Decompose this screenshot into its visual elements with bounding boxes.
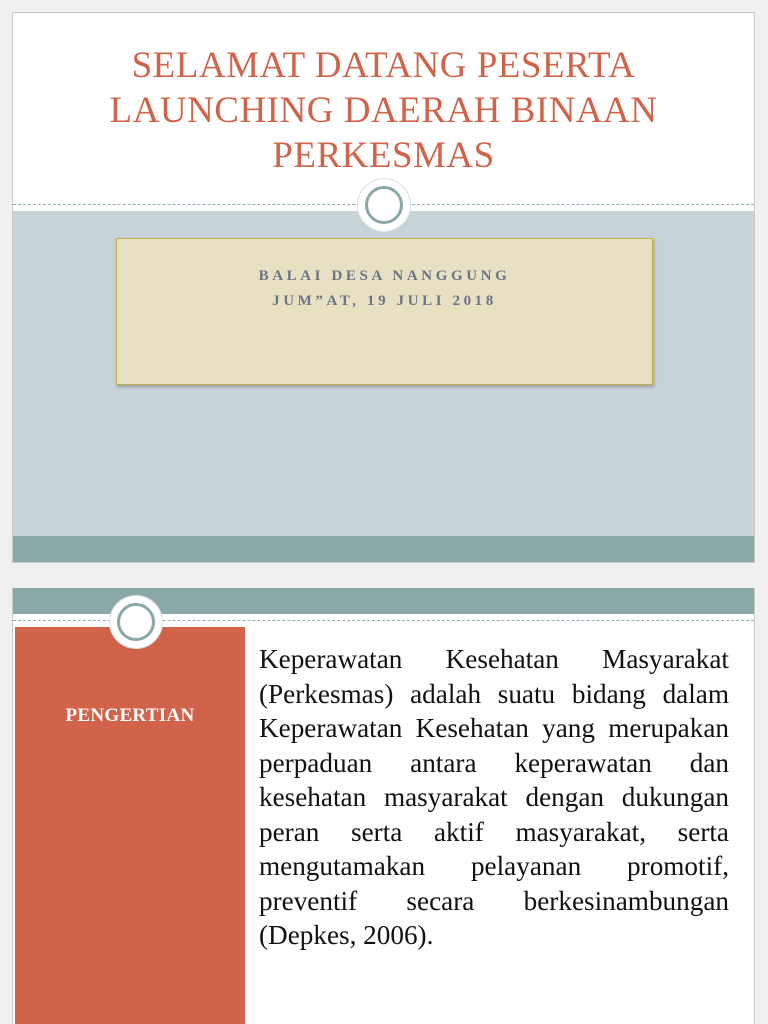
title-slide <box>12 12 755 563</box>
slide-title-line: PERKESMAS <box>272 135 495 176</box>
footer-bar <box>13 536 754 563</box>
definition-slide <box>12 588 755 1024</box>
ring-icon <box>110 596 162 648</box>
slide-title-line: SELAMAT DATANG PESERTA <box>131 45 636 86</box>
sidebar-panel <box>15 627 245 1024</box>
slide-title-line: LAUNCHING DAERAH BINAAN <box>109 90 658 131</box>
date-text: JUM”AT, 19 JULI 2018 <box>272 293 497 309</box>
sidebar-heading: PENGERTIAN <box>65 705 195 726</box>
subtitle-box <box>116 238 653 385</box>
venue-text: BALAI DESA NANGGUNG <box>258 268 511 284</box>
slide-title <box>13 43 754 178</box>
ring-icon <box>358 179 410 231</box>
definition-text: Keperawatan Kesehatan Masyarakat (Perkesmas) adalah suatu bidang dalam Keperawatan Kesehatan yang merupakan perpaduan antara keperawatan dan kesehatan masyarakat dengan dukungan peran serta aktif masyarakat, serta mengutamakan pelayanan promotif, preventif secara berkesinambungan (Depkes, 2006). <box>259 644 729 950</box>
